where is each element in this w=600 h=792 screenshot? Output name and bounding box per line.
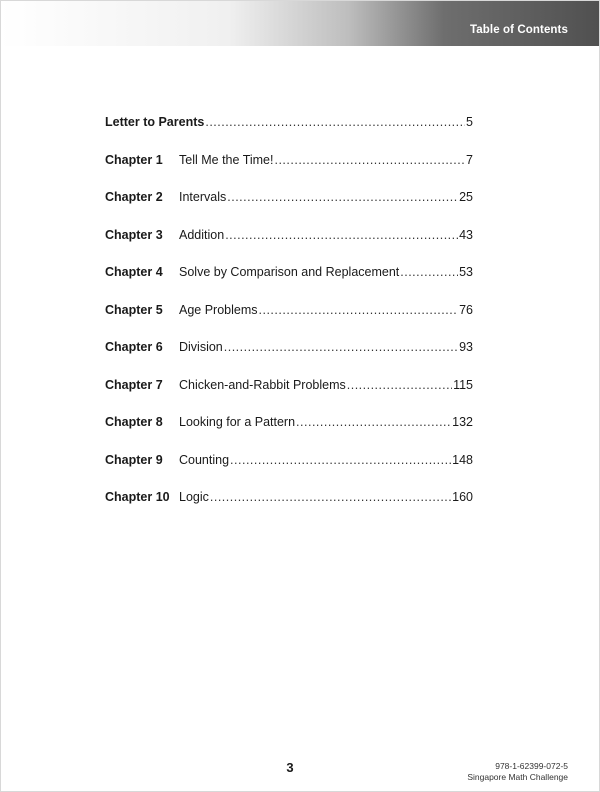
toc-entry-page: 132 <box>452 415 473 429</box>
toc-entry-title: Addition <box>179 227 225 242</box>
toc-entry-chapter: Chapter 6 <box>105 340 163 354</box>
toc-entry-chapter: Chapter 8 <box>105 415 163 429</box>
toc-leader-dots <box>227 190 458 204</box>
toc-entry-page: 25 <box>459 190 473 204</box>
toc-entry-title: Logic <box>179 490 209 504</box>
toc-entry-title: Solve by Comparison and Replacement <box>179 265 400 279</box>
toc-entry-page: 93 <box>459 340 473 354</box>
toc-entry-page: 115 <box>453 377 473 392</box>
toc-entry-title: Intervals <box>179 190 227 204</box>
toc-entry-chapter: Chapter 9 <box>105 452 163 467</box>
toc-entry-title: Letter to Parents <box>105 115 205 129</box>
toc-leader-dots <box>205 115 465 129</box>
toc-entry-page: 43 <box>459 227 473 242</box>
footer-series-title: Singapore Math Challenge <box>467 772 568 782</box>
toc-entry-chapter-8[interactable] <box>105 415 473 433</box>
toc-entry-chapter: Chapter 10 <box>105 490 170 504</box>
toc-leader-dots <box>400 265 458 279</box>
toc-entry-chapter-5[interactable] <box>105 303 473 321</box>
toc-entry-title: Counting <box>179 452 230 467</box>
toc-entry-chapter: Chapter 2 <box>105 190 163 204</box>
footer-isbn: 978-1-62399-072-5 <box>495 761 568 771</box>
toc-entry-title: Chicken-and-Rabbit Problems <box>179 377 346 392</box>
toc-entry-chapter-6[interactable] <box>105 340 473 358</box>
toc-entry-chapter: Chapter 5 <box>105 302 163 317</box>
toc-entry-chapter-2[interactable] <box>105 190 473 208</box>
toc-entry-chapter-9[interactable] <box>105 453 473 471</box>
toc-leader-dots <box>347 378 452 392</box>
footer-page-number: 3 <box>286 760 294 775</box>
toc-entry-title: Tell Me the Time! <box>179 152 274 167</box>
toc-entry-chapter-3[interactable] <box>105 228 473 246</box>
toc-entry-chapter: Chapter 7 <box>105 377 163 392</box>
toc-entry-title: Age Problems <box>179 302 258 317</box>
toc-entry-chapter-7[interactable] <box>105 378 473 396</box>
toc-entry-page: 148 <box>452 452 473 467</box>
toc-entry-chapter: Chapter 4 <box>105 265 163 279</box>
toc-entry-chapter-10[interactable] <box>105 490 473 508</box>
header-band <box>0 0 600 46</box>
toc-entry-page: 53 <box>459 265 473 279</box>
toc-leader-dots <box>259 303 459 317</box>
page-title: Table of Contents <box>470 24 568 36</box>
toc-entry-page: 5 <box>466 115 473 129</box>
toc-entry-title: Looking for a Pattern <box>179 415 296 429</box>
toc-leader-dots <box>274 153 465 167</box>
toc-entry-chapter-4[interactable] <box>105 265 473 283</box>
toc-entry-page: 7 <box>466 152 473 167</box>
toc-entry-page: 76 <box>459 302 473 317</box>
toc-entry-chapter: Chapter 1 <box>105 152 163 167</box>
toc-leader-dots <box>225 228 458 242</box>
toc-leader-dots <box>210 490 451 504</box>
toc-entry-chapter-1[interactable] <box>105 153 473 171</box>
toc-entry-chapter: Chapter 3 <box>105 227 163 242</box>
toc-entry-page: 160 <box>452 490 473 504</box>
toc-entry-letter-to-parents[interactable] <box>105 115 473 133</box>
toc-leader-dots <box>296 415 451 429</box>
toc-entry-title: Division <box>179 340 223 354</box>
toc-leader-dots <box>224 340 458 354</box>
toc-leader-dots <box>230 453 451 467</box>
